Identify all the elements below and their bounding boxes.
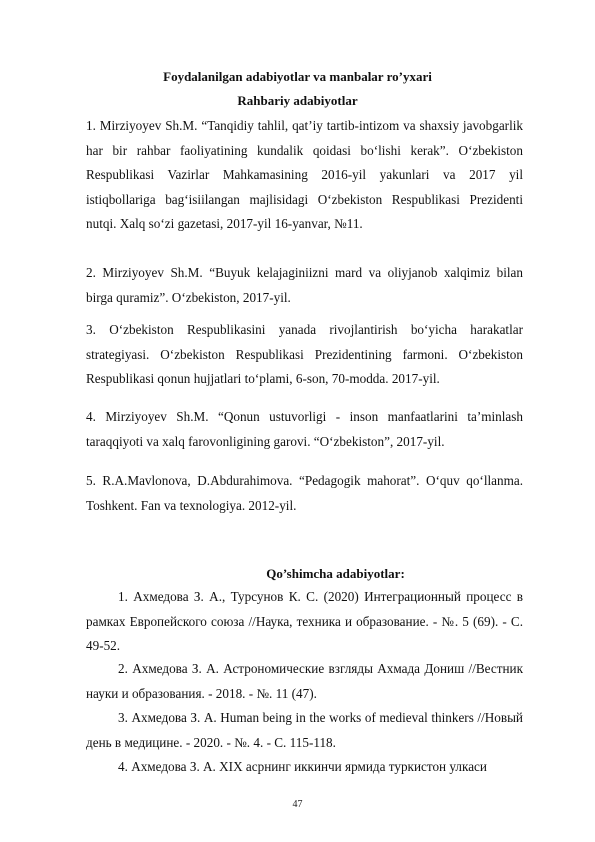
extra-reference-3: 3. Ахмедова З. А. Human being in the works of medieval thinkers //Новый день в медицине. - 2020. - №. 4. - С. 115-118. xyxy=(86,710,523,750)
main-reference-2: 2. Mirziyoyev Sh.M. “Buyuk kelajaginiizni mard va oliyjanob xalqimiz bilan birga quramiz”. O‘zbekiston, 2017-yil. xyxy=(86,265,523,305)
main-reference-1: 1. Mirziyoyev Sh.M. “Tanqidiy tahlil, qat’iy tartib-intizom va shaxsiy javobgarlik har bir rahbar faoliyatining kundalik qoidasi bo‘lishi kerak”. O‘zbekiston Respublikasi Vazirlar Mahkamasining 2016-yil yakunlari va 2017 yil istiqbollariga bag‘isiilangan majlisidagi O‘zbekiston Respublikasi Prezidenti nutqi. Xalq so‘zi gazetasi, 2017-yil 16-yanvar, №11. xyxy=(86,118,523,232)
extra-reference-2: 2. Ахмедова З. А. Астрономические взгляды Ахмада Дониш //Вестник науки и образования. - 2018. - №. 11 (47). xyxy=(86,661,523,701)
page-title: Foydalanilgan adabiyotlar va manbalar ro’yxari xyxy=(163,69,432,84)
section-heading-extra: Qo’shimcha adabiyotlar: xyxy=(266,566,405,581)
extra-reference-4: 4. Ахмедова З. А. XIX асрнинг иккинчи ярмида туркистон улкаси xyxy=(118,759,487,774)
page-number: 47 xyxy=(292,799,303,810)
main-reference-4: 4. Mirziyoyev Sh.M. “Qonun ustuvorligi - inson manfaatlarini ta’minlash taraqqiyoti va xalq farovonligining garovi. “O‘zbekiston”, 2017-yil. xyxy=(86,409,523,449)
extra-reference-1: 1. Ахмедова З. А., Турсунов К. С. (2020) Интеграционный процесс в рамках Европейского союза //Наука, техника и образование. - №. 5 (69). - С. 49-52. xyxy=(86,589,523,654)
main-reference-3: 3. O‘zbekiston Respublikasini yanada rivojlantirish bo‘yicha harakatlar strategiyasi. O‘zbekiston Respublikasi Prezidentining farmoni. O‘zbekiston Respublikasi qonun hujjatlari to‘plami, 6-son, 70-modda. 2017-yil. xyxy=(86,322,523,387)
section-heading-main: Rahbariy adabiyotlar xyxy=(237,93,358,108)
main-reference-5: 5. R.A.Mavlonova, D.Abdurahimova. “Pedagogik mahorat”. O‘quv qo‘llanma. Toshkent. Fan va texnologiya. 2012-yil. xyxy=(86,473,523,513)
